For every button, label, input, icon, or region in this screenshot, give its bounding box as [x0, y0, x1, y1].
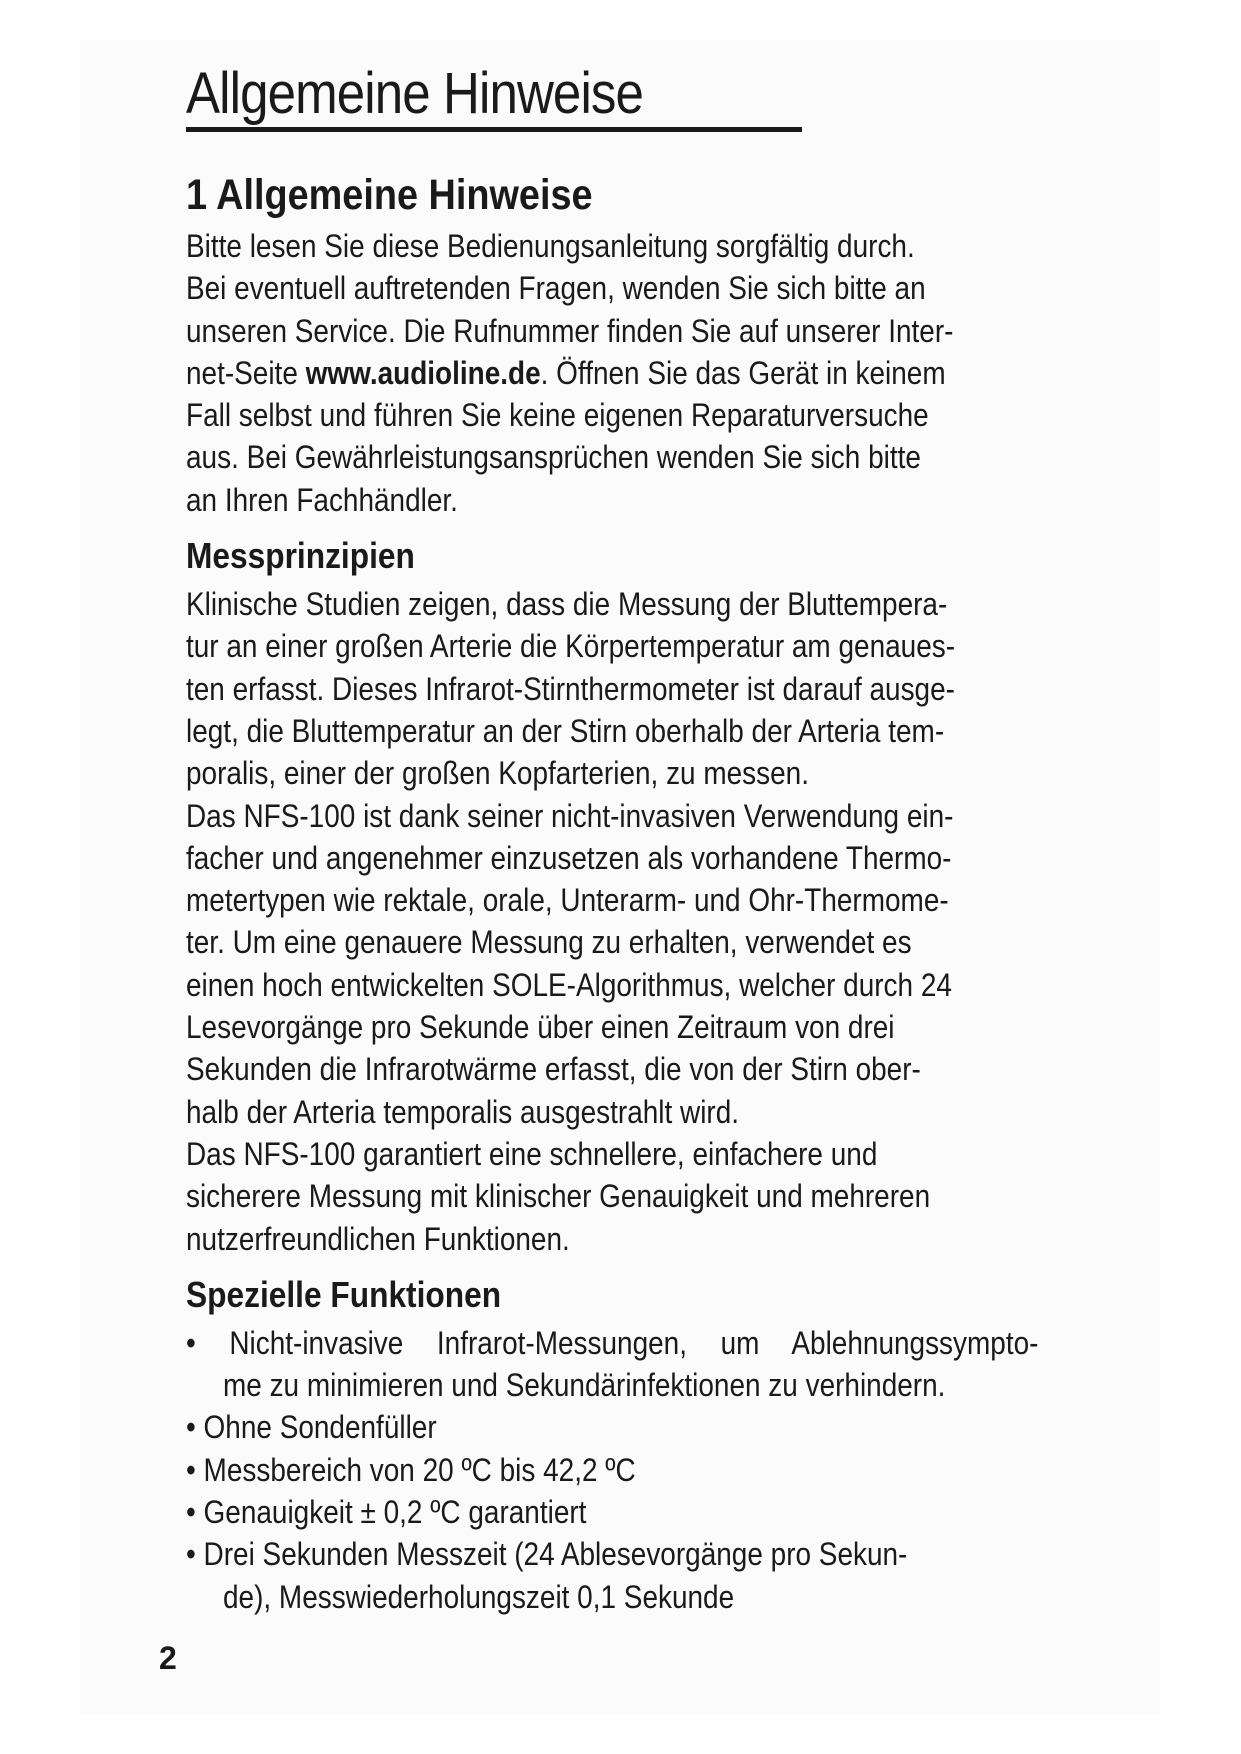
messprinzipien-line: Das NFS-100 ist dank seiner nicht-invasiven Verwendung ein- [186, 797, 954, 834]
messprinzipien-line: Das NFS-100 garantiert eine schnellere, einfachere und [186, 1135, 878, 1172]
bullet-line: • Nicht-invasive Infrarot-Messungen, um Ablehnungssympto- [186, 1324, 1039, 1361]
website-link[interactable]: www.audioline.de [305, 354, 541, 391]
intro-paragraph [186, 225, 1106, 521]
messprinzipien-line: sicherere Messung mit klinischer Genauigkeit und mehreren [186, 1178, 931, 1215]
messprinzipien-line: ten erfasst. Dieses Infrarot-Stirnthermometer ist darauf ausge- [186, 670, 955, 707]
messprinzipien-line: metertypen wie rektale, orale, Unterarm- und Ohr-Thermome- [186, 882, 949, 919]
page-content [186, 165, 1106, 1618]
list-item [186, 1491, 1106, 1533]
intro-line: Bitte lesen Sie diese Bedienungsanleitung sorgfältig durch. [186, 228, 915, 264]
messprinzipien-line: legt, die Bluttemperatur an der Stirn oberhalb der Arteria tem- [186, 712, 945, 749]
intro-line: unseren Service. Die Rufnummer finden Sie auf unserer Inter- [186, 312, 954, 349]
list-item [186, 1533, 1106, 1618]
messprinzipien-line: einen hoch entwickelten SOLE-Algorithmus, welcher durch 24 [186, 966, 952, 1003]
messprinzipien-line: ter. Um eine genauere Messung zu erhalten, verwendet es [186, 924, 912, 961]
intro-text: net-Seite [186, 354, 306, 391]
intro-line: aus. Bei Gewährleistungsansprüchen wenden Sie sich bitte [186, 439, 921, 476]
funktionen-list [186, 1322, 1106, 1618]
section-title: 1 Allgemeine Hinweise [186, 171, 593, 219]
messprinzipien-line: tur an einer großen Arterie die Körpertemperatur am genaues- [186, 628, 956, 665]
funktionen-title: Spezielle Funktionen [186, 1273, 502, 1315]
messprinzipien-line: Klinische Studien zeigen, dass die Messung der Bluttempera- [186, 586, 948, 623]
messprinzipien-paragraph [186, 583, 1106, 1260]
intro-line [186, 352, 977, 394]
intro-line: an Ihren Fachhändler. [186, 481, 458, 518]
page-header-title: Allgemeine Hinweise [186, 61, 644, 126]
bullet-line: • Genauigkeit ± 0,2 ºC garantiert [186, 1494, 587, 1531]
bullet-line: • Ohne Sondenfüller [186, 1409, 437, 1446]
list-item [186, 1322, 1106, 1407]
header-rule [186, 127, 802, 132]
intro-line: Bei eventuell auftretenden Fragen, wenden Sie sich bitte an [186, 270, 926, 307]
bullet-line: me zu minimieren und Sekundärinfektionen zu verhindern. [222, 1367, 946, 1404]
messprinzipien-line: poralis, einer der großen Kopfarterien, zu messen. [186, 755, 809, 792]
messprinzipien-title: Messprinzipien [186, 535, 415, 577]
list-item [186, 1449, 1106, 1491]
intro-line: Fall selbst und führen Sie keine eigenen Reparaturversuche [186, 397, 929, 434]
messprinzipien-line: Sekunden die Infrarotwärme erfasst, die von der Stirn ober- [186, 1051, 921, 1088]
bullet-line: de), Messwiederholungszeit 0,1 Sekunde [222, 1578, 735, 1615]
bullet-line: • Messbereich von 20 ºC bis 42,2 ºC [186, 1451, 636, 1488]
messprinzipien-line: nutzerfreundlichen Funktionen. [186, 1220, 570, 1257]
messprinzipien-line: halb der Arteria temporalis ausgestrahlt wird. [186, 1093, 740, 1130]
bullet-line: • Drei Sekunden Messzeit (24 Ablesevorgänge pro Sekun- [186, 1536, 908, 1573]
messprinzipien-line: Lesevorgänge pro Sekunde über einen Zeitraum von drei [186, 1009, 895, 1046]
intro-text: . Öffnen Sie das Gerät in keinem [540, 354, 946, 391]
list-item [186, 1406, 1106, 1448]
messprinzipien-line: facher und angenehmer einzusetzen als vorhandene Thermo- [186, 839, 952, 876]
page-number: 2 [159, 1640, 177, 1676]
